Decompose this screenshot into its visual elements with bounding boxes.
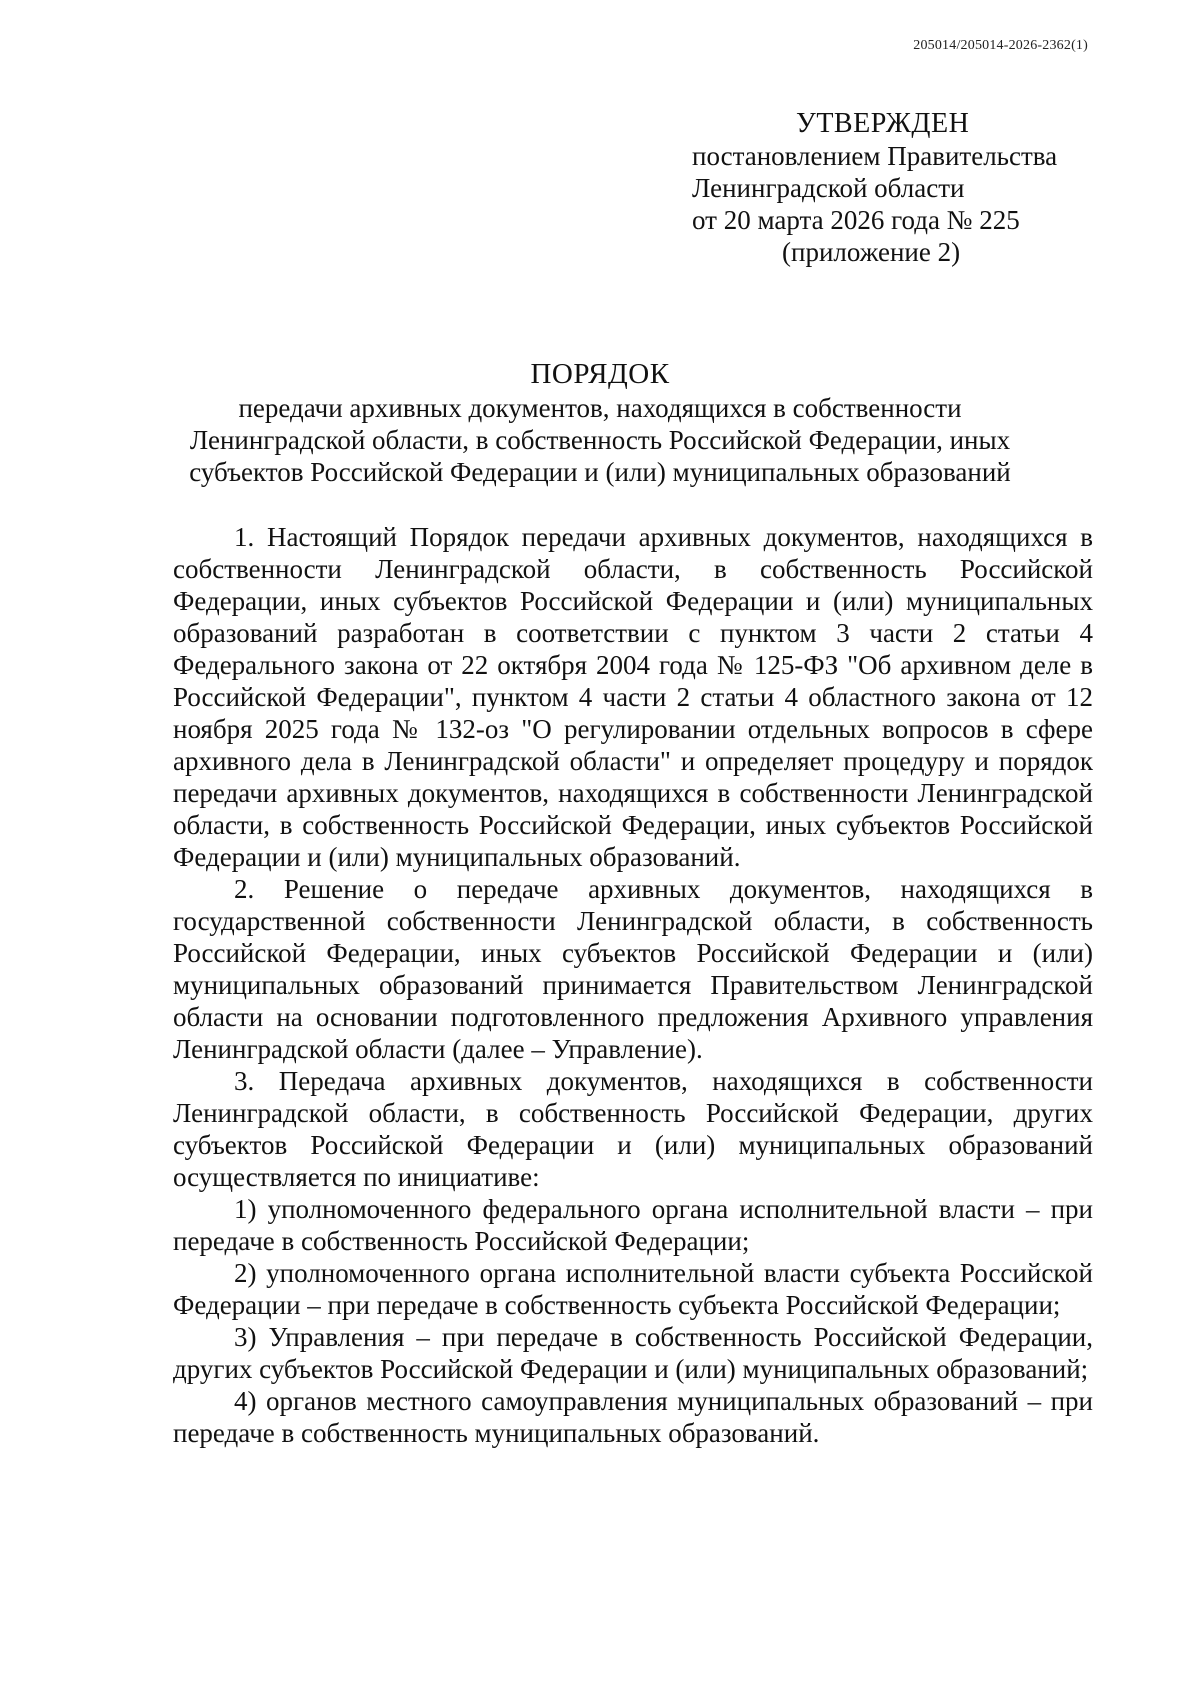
list-item-4: 4) органов местного самоуправления муниципальных образований – при передаче в собственность муниципальных образований. [173,1386,1093,1448]
list-item-3: 3) Управления – при передаче в собственность Российской Федерации, других субъектов Российской Федерации и (или) муниципальных образований; [173,1322,1093,1384]
document-title-block [100,358,1100,488]
approval-line-2: Ленинградской области [692,173,965,203]
document-code: 205014/205014-2026-2362(1) [913,38,1088,53]
document-title: ПОРЯДОК [530,358,670,390]
approval-line-3: от 20 марта 2026 года № 225 [692,205,1020,235]
approval-attachment: (приложение 2) [782,237,961,267]
paragraph-1: 1. Настоящий Порядок передачи архивных документов, находящихся в собственности Ленинградской области, в собственность Российской Федерации, иных субъектов Российской Федерации и (или) муниципальных образований разработан в соответствии с пунктом 3 части 2 статьи 4 Федерального закона от 22 октября 2004 года № 125-ФЗ "Об архивном деле в Российской Федерации", пунктом 4 части 2 статьи 4 областного закона от 12 ноября 2025 года № 132-оз "О регулировании отдельных вопросов в сфере архивного дела в Ленинградской области" и определяет процедуру и порядок передачи архивных документов, находящихся в собственности Ленинградской области, в собственность Российской Федерации, иных субъектов Российской Федерации и (или) муниципальных образований. [173,522,1093,872]
document-body [173,521,1093,1449]
document-subtitle-line-3: субъектов Российской Федерации и (или) муниципальных образований [189,457,1011,487]
paragraph-3: 3. Передача архивных документов, находящихся в собственности Ленинградской области, в собственность Российской Федерации, других субъектов Российской Федерации и (или) муниципальных образований осуществляется по инициативе: [173,1066,1093,1192]
list-item-1: 1) уполномоченного федерального органа исполнительной власти – при передаче в собственность Российской Федерации; [173,1194,1093,1256]
approval-line-1: постановлением Правительства [692,141,1058,171]
approval-title: УТВЕРЖДЕН [796,108,970,139]
approval-block [692,108,1112,268]
document-subtitle-line-1: передачи архивных документов, находящихся в собственности [238,393,962,423]
paragraph-2: 2. Решение о передаче архивных документов, находящихся в государственной собственности Ленинградской области, в собственность Российской Федерации, иных субъектов Российской Федерации и (или) муниципальных образований принимается Правительством Ленинградской области на основании подготовленного предложения Архивного управления Ленинградской области (далее – Управление). [173,874,1093,1064]
document-subtitle-line-2: Ленинградской области, в собственность Российской Федерации, иных [189,425,1011,455]
list-item-2: 2) уполномоченного органа исполнительной власти субъекта Российской Федерации – при передаче в собственность субъекта Российской Федерации; [173,1258,1093,1320]
